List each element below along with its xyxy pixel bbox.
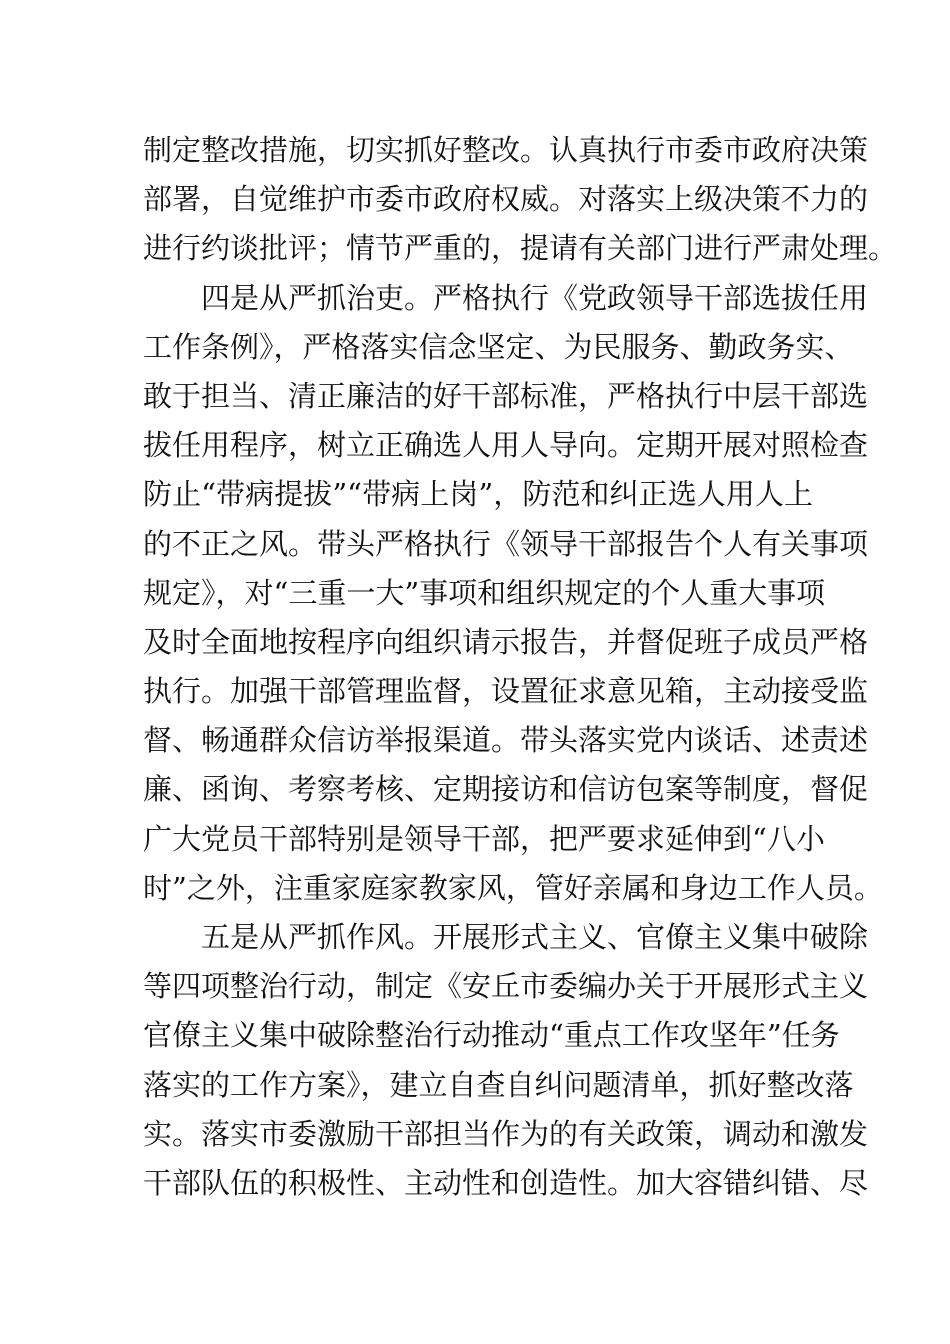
- text-line: 拔任用程序，树立正确选人用人导向。定期开展对照检查: [143, 428, 869, 463]
- text-line: 进行约谈批评；情节严重的，提请有关部门进行严肃处理。: [143, 231, 898, 266]
- text-line: 五是从严抓作风。开展形式主义、官僚主义集中破除: [201, 920, 869, 954]
- text-line: 实。落实市委激励干部担当作为的有关政策，调动和激发: [143, 1116, 869, 1151]
- paragraph-3: [143, 913, 869, 1208]
- paragraph-1: [143, 126, 898, 274]
- text-line: 广大党员干部特别是领导干部，把严要求延伸到“八小: [143, 821, 825, 856]
- text-line: 部署，自觉维护市委市政府权威。对落实上级决策不力的: [143, 182, 869, 217]
- text-line: 敢于担当、清正廉洁的好干部标准，严格执行中层干部选: [143, 378, 869, 413]
- text-line: 防止“带病提拔”“带病上岗”，防范和纠正选人用人上: [143, 477, 813, 512]
- text-line: 的不正之风。带头严格执行《领导干部报告个人有关事项: [143, 526, 869, 561]
- text-line: 廉、函询、考察考核、定期接访和信访包案等制度，督促: [143, 772, 869, 807]
- text-line: 落实的工作方案》，建立自查自纠问题清单，抓好整改落: [143, 1067, 854, 1102]
- text-line: 时”之外，注重家庭家教家风，管好亲属和身边工作人员。: [143, 870, 883, 905]
- text-line: 规定》，对“三重一大”事项和组织规定的个人重大事项: [143, 575, 826, 610]
- text-line: 四是从严抓治吏。严格执行《党政领导干部选拔任用: [201, 280, 869, 315]
- text-line: 执行。加强干部管理监督，设置征求意见箱，主动接受监: [143, 674, 869, 709]
- text-line: 官僚主义集中破除整治行动推动“重点工作攻坚年”任务: [143, 1018, 840, 1053]
- paragraph-2: [143, 274, 883, 913]
- text-line: 督、畅通群众信访举报渠道。带头落实党内谈话、述责述: [143, 723, 869, 758]
- text-line: 制定整改措施，切实抓好整改。认真执行市委市政府决策: [143, 133, 869, 167]
- text-line: 干部队伍的积极性、主动性和创造性。加大容错纠错、尽: [143, 1165, 869, 1200]
- text-line: 工作条例》，严格落实信念坚定、为民服务、勤政务实、: [143, 329, 854, 364]
- text-line: 等四项整治行动，制定《安丘市委编办关于开展形式主义: [143, 969, 869, 1004]
- body-text: [143, 126, 898, 1208]
- text-line: 及时全面地按程序向组织请示报告，并督促班子成员严格: [143, 624, 869, 659]
